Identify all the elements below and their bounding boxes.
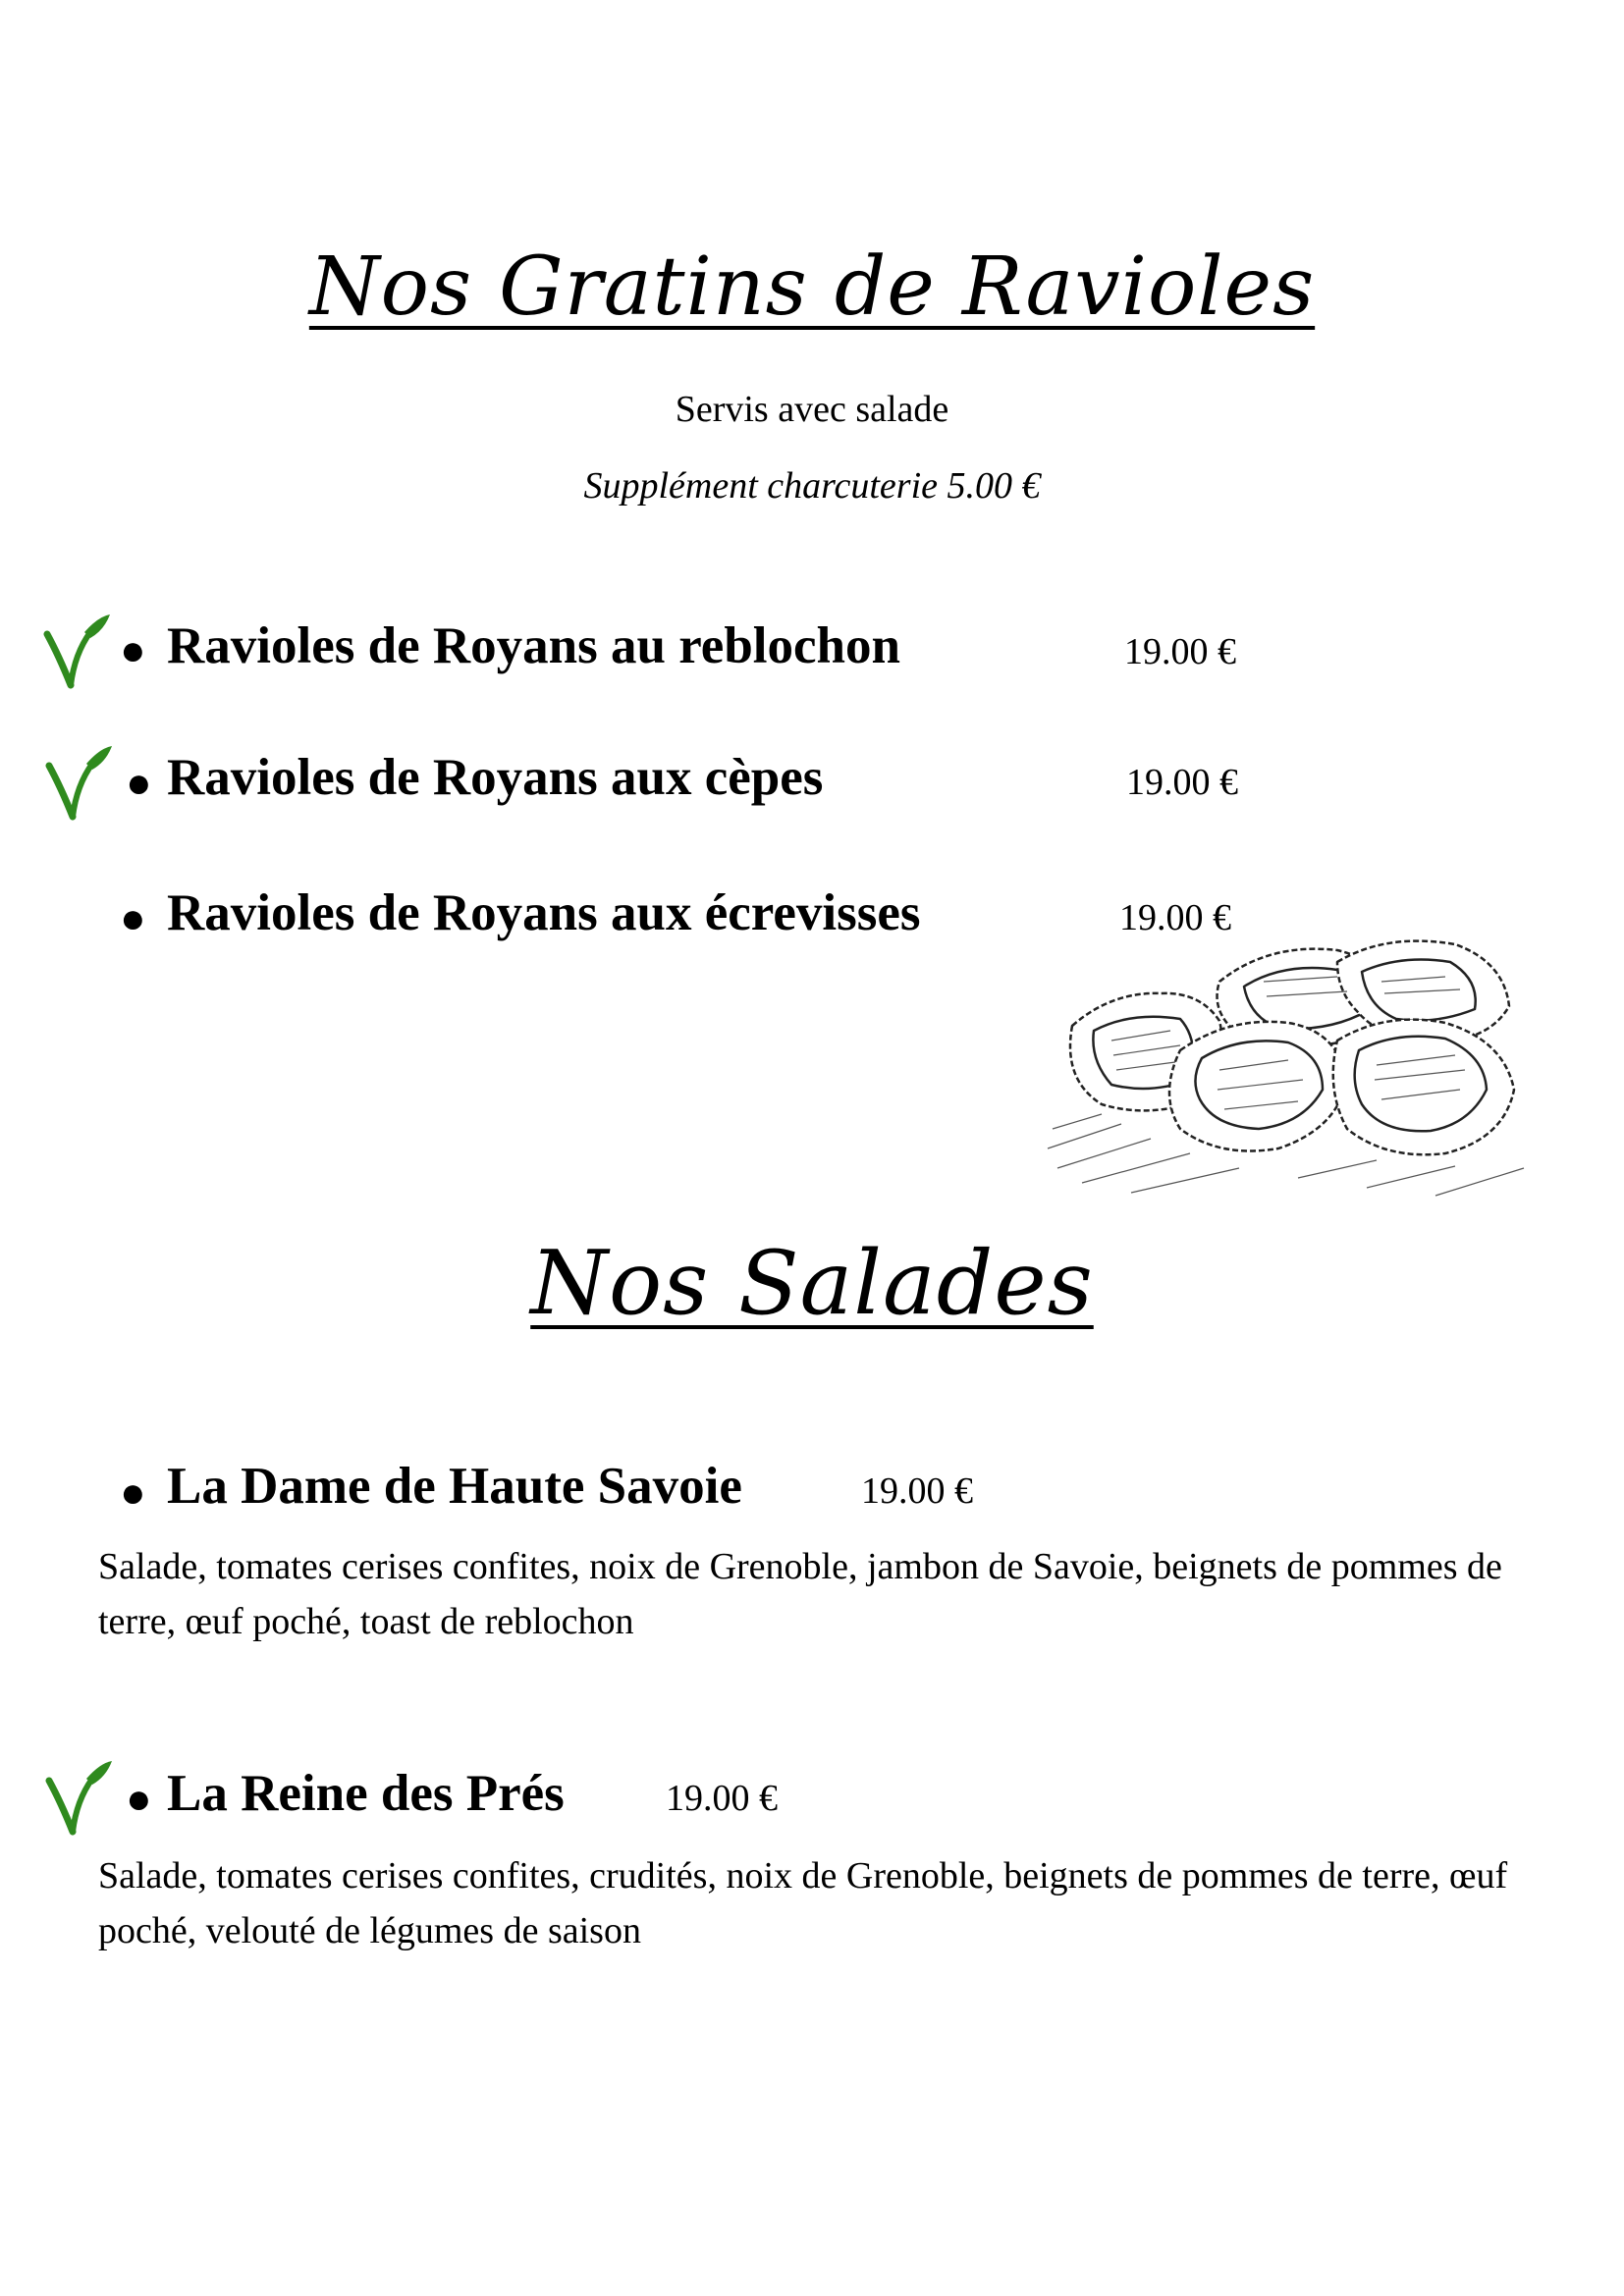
- vegetarian-leaf-icon: [41, 611, 112, 689]
- salade-item-price: 19.00 €: [861, 1470, 973, 1512]
- gratin-item-name: Ravioles de Royans aux cèpes: [167, 749, 824, 806]
- bullet-dot: ●: [120, 626, 146, 674]
- vegetarian-leaf-icon: [43, 1757, 114, 1836]
- salade-item-name: La Reine des Prés: [167, 1765, 565, 1822]
- bullet-dot: ●: [126, 1775, 152, 1823]
- gratin-item-price: 19.00 €: [1126, 762, 1238, 803]
- salades-title: Nos Salades: [530, 1232, 1094, 1335]
- salade-item-name: La Dame de Haute Savoie: [167, 1458, 742, 1515]
- salade-item-description: Salade, tomates cerises confites, crudités, noix de Grenoble, beignets de pommes de terre, œuf poché, velouté de légumes de saison: [98, 1855, 1508, 1951]
- bullet-dot: ●: [120, 894, 146, 942]
- gratin-item-price: 19.00 €: [1124, 631, 1236, 672]
- salade-item-price: 19.00 €: [666, 1778, 778, 1819]
- salade-item-description: Salade, tomates cerises confites, noix de Grenoble, jambon de Savoie, beignets de pommes de terre, œuf poché, toast de reblochon: [98, 1546, 1502, 1642]
- gratin-item-name: Ravioles de Royans au reblochon: [167, 617, 900, 674]
- gratins-subtitle: Servis avec salade: [675, 389, 949, 430]
- ravioli-illustration: [1043, 933, 1534, 1207]
- bullet-dot: ●: [126, 759, 152, 807]
- gratins-title: Nos Gratins de Ravioles: [308, 240, 1316, 334]
- gratins-supplement: Supplément charcuterie 5.00 €: [583, 465, 1041, 507]
- gratin-item-name: Ravioles de Royans aux écrevisses: [167, 884, 921, 941]
- bullet-dot: ●: [120, 1468, 146, 1517]
- gratin-item-price: 19.00 €: [1119, 897, 1231, 938]
- vegetarian-leaf-icon: [43, 742, 114, 821]
